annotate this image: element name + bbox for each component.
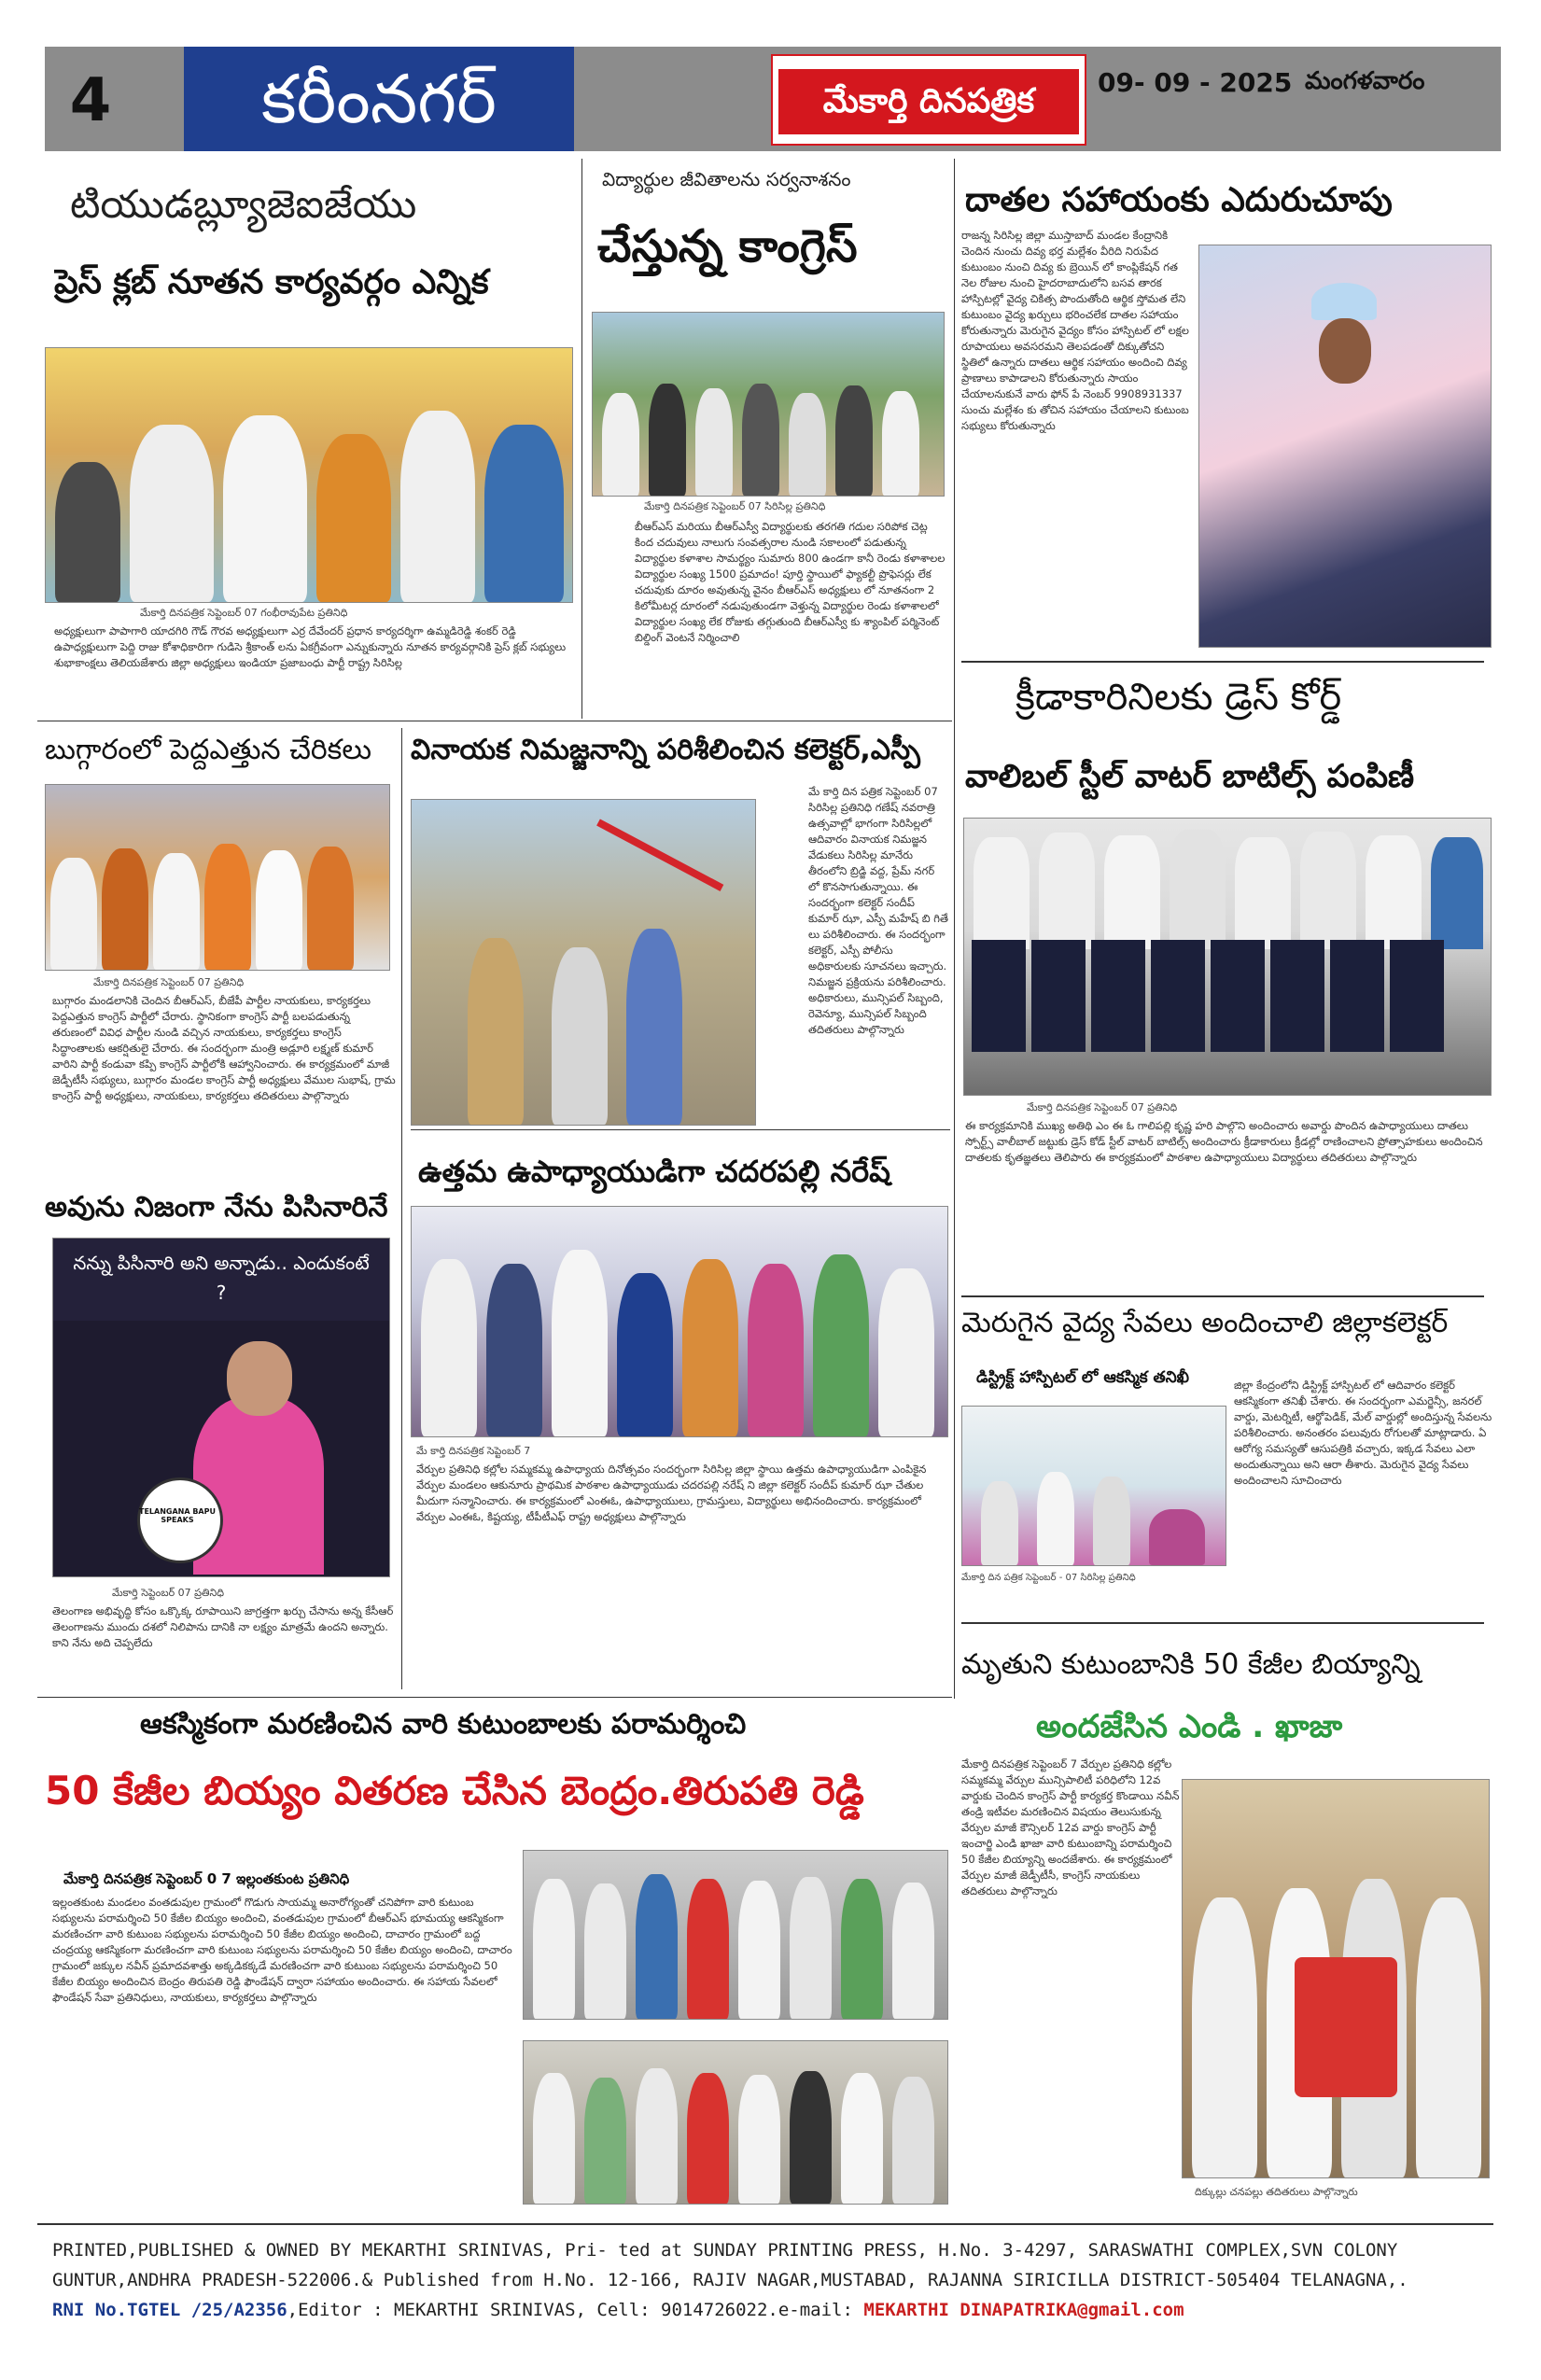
article-body: ఈ కార్యక్రమానికి ముఖ్య అతిథి ఎం ఈ ఓ గాలిపల్లి కృష్ణ హరి పాల్గొని అందించారు అవార్డు పొందిన ఉపాధ్యాయులు దాతలు స్పోర్ట్స్ వాలీబాల్ జట్టుకు డ్రెస్ కోడ్ స్టీల్ వాటర్ బాటిల్స్ అందించారు క్రీడాకారులు క్రీడల్లో రాణించాలని ప్రోత్సాహకులు అందించిన దాతలకు కృతజ్ఞతలు తెలిపారు ఈ కార్యక్రమంలో పాఠశాల ఉపాధ్యాయులు విద్యార్థులు తదితరులు పాల్గొన్నారు bbox=[965, 1119, 1483, 1164]
rice-donation-photo bbox=[1182, 1779, 1490, 2178]
editor-contact: ,Editor : MEKARTHI SRINIVAS, Cell: 9014726022.e-mail: bbox=[287, 2300, 864, 2320]
article-headline: బుగ్గారంలో పెద్దఎత్తున చేరికలు bbox=[45, 734, 371, 766]
section-divider bbox=[37, 1697, 952, 1698]
article-headline: అవును నిజంగా నేను పిసినారినే bbox=[45, 1191, 388, 1224]
article-headline: వినాయక నిమజ్జనాన్ని పరిశీలించిన కలెక్టర్,ఎస్పీ bbox=[411, 734, 920, 766]
photo-caption: మేకార్తి దినపత్రిక సెప్టెంబర్ 07 ప్రతినిధి bbox=[93, 976, 245, 988]
photo-officials bbox=[412, 800, 755, 1125]
article-headline: ఆకస్మికంగా మరణించిన వారి కుటుంబాలకు పరామర్శించి bbox=[140, 1708, 747, 1741]
footer-divider bbox=[37, 2223, 1493, 2225]
rice-bag bbox=[1295, 1957, 1397, 2097]
article-body: తెలంగాణ అభివృద్ధి కోసం ఒక్కొక్క రూపాయిని జాగ్రత్తగా ఖర్చు చేసాను అన్న కేసీఆర్ తెలంగాణను ముందు దశలో నిలిపాను దానికి నా లక్ష్యం మాత్రమే ఉందని అన్నారు. కాని నేను అది చెప్పలేదు bbox=[52, 1604, 394, 1649]
column-divider bbox=[401, 728, 402, 1689]
district-title: కరీంనగర్ bbox=[260, 60, 497, 138]
column-divider bbox=[954, 159, 955, 1699]
article-kicker: టియుడబ్ల్యూజెఐజేయు bbox=[70, 181, 417, 227]
footer-imprint-line3 bbox=[52, 2300, 1490, 2320]
teacher-award-photo bbox=[411, 1206, 948, 1437]
footer-email[interactable]: MEKARTHI DINAPATRIKA@gmail.com bbox=[863, 2300, 1184, 2320]
speaker-head bbox=[227, 1341, 292, 1416]
article-body: మే కార్తి దిన పత్రిక సెప్టెంబర్ 07 సిరిసిల్ల ప్రతినిధి గణేష్ నవరాత్రి ఉత్సవాల్లో భాగంగా సిరిసిల్లలో ఆదివారం వినాయక నిమజ్జన వేడుకలు సిరిసిల్ల మానేరు తీరంలోని బ్రిడ్జి వద్ద, ప్రేమ్ నగర్ లో కొనసాగుతున్నాయి. ఈ సందర్భంగా కలెక్టర్ సందీప్ కుమార్ ఝా, ఎస్పీ మహేష్ బి గితే లు పరిశీలించారు. ఈ సందర్భంగా కలెక్టర్, ఎస్పీ పోలీసు అధికారులకు సూచనలు ఇచ్చారు. నిమజ్జన ప్రక్రియను పరిశీలించారు. అధికారులు, మున్సిపల్ సిబ్బంది, రెవెన్యూ, మున్సిపల్ సిబ్బంది తదితరులు పాల్గొన్నారు bbox=[808, 785, 948, 1036]
article-subhead: డిస్ట్రిక్ట్ హాస్పిటల్ లో ఆకస్మిక తనిఖీ bbox=[976, 1368, 1189, 1387]
photo-caption: దిక్కుల్లు చనపల్లు తదితరులు పాల్గొన్నారు bbox=[1195, 2186, 1358, 2198]
photo-caption: మే కార్తి దినపత్రిక సెప్టెంబర్ 7 bbox=[416, 1445, 531, 1457]
footer-imprint-line1: PRINTED,PUBLISHED & OWNED BY MEKARTHI SRINIVAS, Pri- ted at SUNDAY PRINTING PRESS, H.No. 3-4297, SARASWATHI COMPLEX,SVN COLONY bbox=[52, 2240, 1398, 2261]
page-number: 4 bbox=[69, 66, 112, 135]
section-divider bbox=[411, 1129, 950, 1130]
article-body: బుగ్గారం మండలానికి చెందిన బీఆర్ఎస్, బీజేపీ పార్టీల నాయకులు, కార్యకర్తలు పెద్దఎత్తున కాంగ్రెస్ పార్టీలో చేరారు. స్థానికంగా కాంగ్రెస్ పార్టీ బలపడుతున్న తరుణంలో వివిధ పార్టీల నుండి వచ్చిన నాయకులు, కార్యకర్తలు కాంగ్రెస్ సిద్ధాంతాలకు ఆకర్షితులై చేరారు. ఈ సందర్భంగా మంత్రి అడ్లూరి లక్ష్మణ్ కుమార్ వారిని పార్టీ కండువా కప్పి కాంగ్రెస్ పార్టీలోకి ఆహ్వానించారు. ఈ కార్యక్రమంలో మాజీ జెడ్పీటీసీ సభ్యులు, బుగ్గారం మండల కాంగ్రెస్ పార్టీ అధ్యక్షులు వేముల సుభాష్, గ్రామ కాంగ్రెస్ పార్టీ అధ్యక్షులు, నాయకులు, కార్యకర్తలు తదితరులు పాల్గొన్నారు bbox=[52, 994, 396, 1102]
article-headline: మృతుని కుటుంబానికి 50 కేజీల బియ్యాన్ని bbox=[961, 1648, 1421, 1681]
article-headline: వాలిబల్ స్టీల్ వాటర్ బాటిల్స్ పంపిణీ bbox=[965, 758, 1415, 795]
team-jerseys bbox=[964, 940, 1491, 1061]
photo-caption: మేకార్తి దిన పత్రిక సెప్టెంబర్ - 07 సిరిసిల్ల ప్రతినిధి bbox=[961, 1573, 1136, 1583]
photo-caption: మేకార్తి దినపత్రిక సెప్టెంబర్ 07 ప్రతినిధి bbox=[1027, 1101, 1178, 1113]
photo-caption: మేకార్తి దినపత్రిక సెప్టెంబర్ 07 సిరిసిల్ల ప్రతినిధి bbox=[644, 500, 826, 512]
kcr-speech-photo bbox=[52, 1238, 390, 1577]
article-dateline: మేకార్తి దినపత్రిక సెప్టెంబర్ 0 7 ఇల్లంతకుంట ప్రతినిధి bbox=[63, 1870, 350, 1887]
section-divider bbox=[961, 1622, 1484, 1624]
hospital-inspection-photo bbox=[961, 1406, 1226, 1566]
immersion-inspection-photo bbox=[411, 799, 756, 1126]
photo-caption: మేకార్తి దినపత్రిక సెప్టెంబర్ 07 గంభీరావుపేట ప్రతినిధి bbox=[140, 607, 348, 619]
paper-logo-text: మేకార్తి దినపత్రిక bbox=[778, 69, 1079, 134]
article-headline: ఉత్తమ ఉపాధ్యాయుడిగా చదరపల్లి నరేష్ bbox=[418, 1154, 890, 1189]
article-headline: ప్రెస్ క్లబ్ నూతన కార్యవర్గం ఎన్నిక bbox=[54, 263, 489, 301]
section-divider bbox=[961, 1295, 1484, 1297]
photo-crowd bbox=[46, 785, 389, 970]
photo-people bbox=[962, 1407, 1226, 1565]
press-club-photo bbox=[45, 347, 573, 603]
rni-number: RNI No.TGTEL /25/A2356 bbox=[52, 2300, 287, 2320]
badge-text: TELANGANA BAPU SPEAKS bbox=[139, 1507, 216, 1524]
issue-date: 09- 09 - 2025 bbox=[1098, 67, 1293, 98]
photo-people bbox=[593, 313, 944, 496]
volleyball-team-photo bbox=[963, 818, 1492, 1096]
joining-event-photo bbox=[45, 784, 390, 971]
students-protest-photo bbox=[592, 312, 945, 497]
footer-imprint-line2: GUNTUR,ANDHRA PRADESH-522006.& Published from H.No. 12-166, RAJIV NAGAR,MUSTABAD, RAJANNA SIRICILLA DISTRICT-505404 TELANAGNA,. bbox=[52, 2270, 1408, 2290]
article-body: బీఆర్ఎస్ మరియు బీఆర్ఎస్వీ విద్యార్థులకు తరగతి గదుల సరిపోక చెట్ల కింద చదువులు నాలుగు సంవత్సరాల నుండి సకాలంలో పడుతున్న విద్యార్థుల కళాశాల సామర్థ్యం సుమారు 800 ఉండగా కానీ రెండు కళాశాలల విద్యార్థుల సంఖ్య 1500 ప్రమాదం! పూర్తి స్థాయిలో ఫ్యాకల్టీ ప్రొఫెసర్లు లేక చదువుకు దూరం అవుతున్న వైనం బీఆర్ఎస్ అధ్యక్షులు లో నూతనంగా 2 కిలోమీటర్ల దూరంలో నడుపుతుండగా వెళ్తున్న విద్యార్థుల రెండు కళాశాలలో విద్యార్థుల సంఖ్య లేక రోజుకు తగ్గుతుంది బీఆర్ఎస్వీ కు శ్యాంపిల్ పర్మినెంట్ బిల్డింగ్ వెంటనే నిర్మించాలి bbox=[635, 520, 946, 644]
patient-face bbox=[1319, 318, 1371, 384]
kcr-banner-text: నన్ను పిసినారి అని అన్నాడు.. ఎందుకంటే ? bbox=[73, 1252, 370, 1304]
patient-photo bbox=[1198, 245, 1492, 648]
article-headline: క్రీడాకారినిలకు డ్రెస్ కోర్డ్ bbox=[1016, 676, 1342, 719]
issue-weekday: మంగళవారం bbox=[1305, 67, 1425, 95]
article-body: జిల్లా కేంద్రంలోని డిస్ట్రిక్ట్ హాస్పిటల్ లో ఆదివారం కలెక్టర్ ఆకస్మికంగా తనిఖీ చేశారు. ఈ సందర్భంగా ఎమర్జెన్సీ, జనరల్ వార్డు, మెటర్నిటీ, ఆర్థోపెడిక్, మేల్ వార్డుల్లో అందిస్తున్న సేవలను పరిశీలించారు. అనంతరం పలువురు రోగులతో మాట్లాడారు. ఏ ఆరోగ్య సమస్యతో ఆసుపత్రికి వచ్చారు, ఇక్కడ సేవలు ఎలా అందుతున్నాయి అని ఆరా తీశారు. మెరుగైన వైద్య సేవలు అందించాలని సూచించారు bbox=[1234, 1379, 1492, 1487]
family-visit-photo-bottom bbox=[523, 2040, 948, 2205]
photo-people bbox=[524, 2041, 947, 2204]
article-headline: చేస్తున్న కాంగ్రెస్ bbox=[597, 220, 858, 273]
photo-people bbox=[46, 348, 572, 602]
article-body: మేకార్తి దినపత్రిక సెప్టెంబర్ 7 వేర్పుల ప్రతినిధి కల్లోల సమ్మకమ్మ వేర్పుల మున్సిపాలిటీ పరిధిలోని 12వ వార్డుకు చెందిన కాంగ్రెస్ పార్టీ కార్యకర్త కొండాయి నవీన్ తండ్రి ఇటీవల మరణించిన విషయం తెలుసుకున్న వేర్పుల మాజీ కౌన్సిలర్ 12వ వార్డు కాంగ్రెస్ పార్టీ ఇంచార్జి ఎండి ఖాజా వారి కుటుంబాన్ని పరామర్శించి 50 కేజీల బియ్యాన్ని అందజేశారు. ఈ కార్యక్రమంలో వేర్పుల మాజీ జెడ్పీటీసీ, కాంగ్రెస్ నాయకులు తదితరులు పాల్గొన్నారు bbox=[961, 1757, 1180, 1897]
family-visit-photo-top bbox=[523, 1850, 948, 2020]
article-headline: అందజేసిన ఎండి . ఖాజా bbox=[1036, 1708, 1343, 1745]
article-headline: దాతల సహాయంకు ఎదురుచూపు bbox=[965, 181, 1393, 219]
patient-cap bbox=[1311, 283, 1377, 320]
photo-caption: మేకార్తి సెప్టెంబర్ 07 ప్రతినిధి bbox=[112, 1587, 224, 1599]
article-body: వేర్పుల ప్రతినిధి కల్లోల సమ్మకమ్మ ఉపాధ్యాయ దినోత్సవం సందర్భంగా సిరిసిల్ల జిల్లా స్థాయి ఉత్తమ ఉపాధ్యాయుడిగా ఎంపికైన వేర్పుల మండలం ఆకునూరు ప్రాథమిక పాఠశాల ఉపాధ్యాయుడు చదరపల్లి నరేష్ ని జిల్లా కలెక్టర్ సందీప్ కుమార్ ఝా చేతుల మీదుగా సన్మానించారు. ఈ కార్యక్రమంలో ఎంఈఓ, ఉపాధ్యాయులు, గ్రామస్తులు, విద్యార్థులు అభినందించారు. కార్యక్రమంలో వేర్పుల ఎంఈఓ, కిష్టయ్య, టీపీటీఎఫ్ రాష్ట్ర అధ్యక్షులు పాల్గొన్నారు bbox=[416, 1463, 927, 1523]
article-body: అధ్యక్షులుగా పాపాగారి యాదగిరి గౌడ్ గౌరవ అధ్యక్షులుగా ఎర్ర దేవేందర్ ప్రధాన కార్యదర్శిగా ఉమ్మడిరెడ్డి శంకర్ రెడ్డి ఉపాధ్యక్షులుగా పెద్ది రాజు కోశాధికారిగా గుడిసె శ్రీకాంత్ లను ఏకగ్రీవంగా ఎన్నుకున్నారు నూతన కార్యవర్గానికి ప్రెస్ క్లబ్ సభ్యులు శుభాకాంక్షలు తెలియజేశారు జిల్లా అధ్యక్షులు ఇండియా ప్రజాబంధు పార్టీ రాష్ట్ర సిరిసిల్ల bbox=[54, 624, 567, 669]
article-kicker: విద్యార్థుల జీవితాలను సర్వనాశనం bbox=[602, 168, 851, 190]
photo-people bbox=[412, 1207, 947, 1436]
section-divider bbox=[961, 661, 1484, 663]
paper-logo bbox=[771, 54, 1086, 146]
article-body: ఇల్లంతకుంట మండలం వంతడుపుల గ్రామంలో గొడుగు సాయమ్మ అనారోగ్యంతో చనిపోగా వారి కుటుంబ సభ్యులను పరామర్శించి 50 కేజీల బియ్యం అందించి, వంతడుపుల గ్రామంలో బీఆర్ఎస్ భూమయ్య ఆకస్మికంగా మరణించగా వారి కుటుంబ సభ్యులను పరామర్శించి 50 కేజీల బియ్యం అందించి, దాచారం గ్రామంలో బద్ద చంద్రయ్య ఆకస్మికంగా మరణించగా వారి కుటుంబ సభ్యులను పరామర్శించి 50 కేజీల బియ్యం అందించి, దాచారం గ్రామంలో జక్కుల నవీన్ ప్రమాదవశాత్తు అక్కడికక్కడే మరణించగా వారి కుటుంబ సభ్యులను పరామర్శించి 50 కేజీల బియ్యం అందించిన బెంద్రం తిరుపతి రెడ్డి ఫౌండేషన్ ద్వారా సహాయం అందించారు. ఈ సహాయ సేవలలో ఫౌండేషన్ సేవా ప్రతినిధులు, నాయకులు, కార్యకర్తలు పాల్గొన్నారు bbox=[52, 1896, 512, 2004]
photo-people bbox=[524, 1851, 947, 2019]
column-divider bbox=[581, 159, 582, 719]
article-headline: మెరుగైన వైద్య సేవలు అందించాలి జిల్లాకలెక్టర్ bbox=[961, 1307, 1449, 1339]
article-body: రాజన్న సిరిసిల్ల జిల్లా ముస్తాబాద్ మండల కేంద్రానికి చెందిన నుంచు దివ్య భర్త మల్లేశం వీరిది నిరుపేద కుటుంబం నుంచి దివ్య కు బ్రెయిన్ లో కాంప్లికేషన్ గత నెల రోజుల నుంచి హైదరాబాదులోని బసవ తారక హాస్పిటల్లో వైద్య చికిత్స పొందుతోంది ఆర్థిక స్తోమత లేని కుటుంబం వైద్య ఖర్చులు భరించలేక దాతల సహాయం కోరుతున్నారు మెరుగైన వైద్యం కోసం హాస్పిటల్ లో లక్షల రూపాయలు అవసరమని తెలపడంతో దిక్కుతోచని స్థితిలో ఉన్నారు దాతలు ఆర్థిక సహాయం అందించి దివ్య ప్రాణాలు కాపాడాలని కోరుతున్నారు సాయం చేయాలనుకునే వారు ఫోన్ పే నెంబర్ 9908931337 సుంచు మల్లేశం కు తోచిన సహాయం చేయాలని కుటుంబ సభ్యులు కోరుతున్నారు bbox=[961, 229, 1189, 432]
article-headline: 50 కేజీల బియ్యం వితరణ చేసిన బెంద్రం.తిరుపతి రెడ్డి bbox=[45, 1768, 864, 1813]
